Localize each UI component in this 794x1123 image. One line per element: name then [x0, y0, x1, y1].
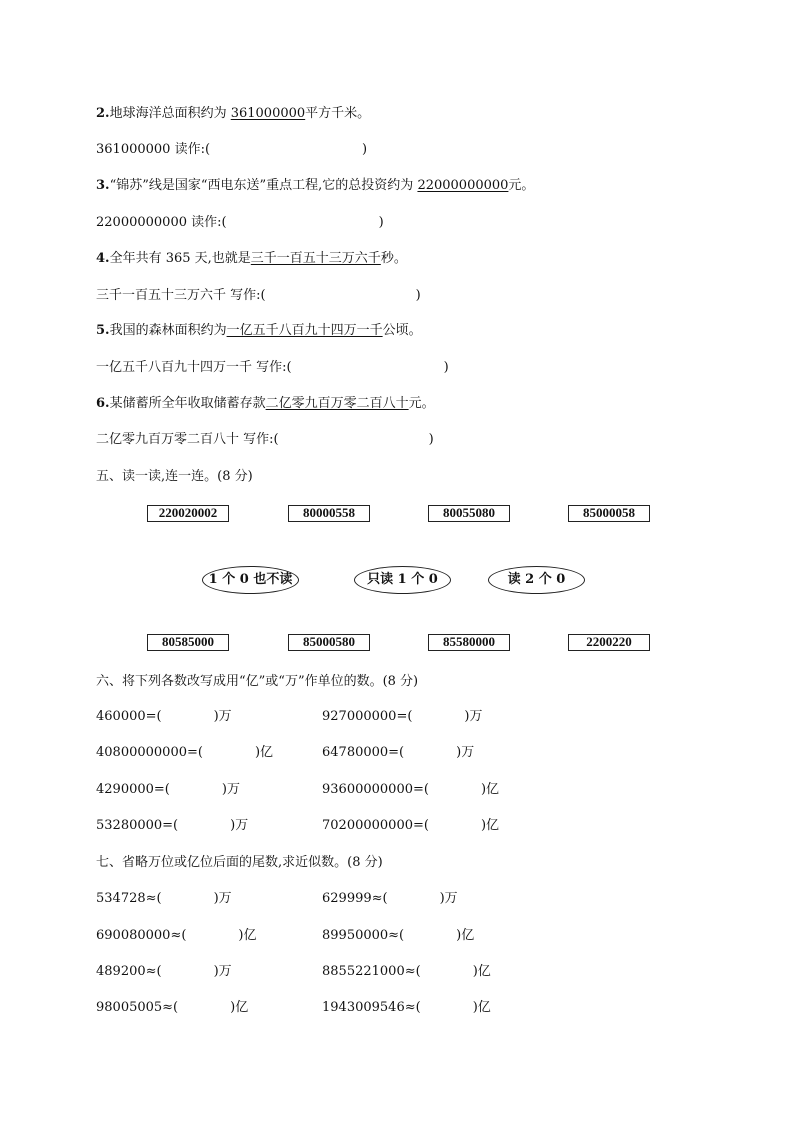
answer-line-4	[96, 288, 421, 304]
answer-close: )	[443, 360, 449, 375]
answer-close: )	[415, 288, 421, 303]
number-box-bottom-4[interactable]: 2200220	[568, 634, 650, 651]
exercise-unit: )亿	[480, 782, 500, 797]
question-number: 6.	[96, 396, 110, 411]
number-box-top-2[interactable]: 80000558	[288, 505, 370, 522]
exercise-prompt: 64780000=(	[322, 745, 405, 760]
exercise-unit: )亿	[254, 745, 274, 760]
number-box-bottom-1[interactable]: 80585000	[147, 634, 229, 651]
answer-line-2	[96, 142, 367, 158]
answer-close: )	[428, 432, 434, 447]
question-text-end: 元。	[508, 178, 535, 193]
exercise-prompt: 534728≈(	[96, 891, 162, 906]
exercise-7-8	[322, 1000, 491, 1016]
answer-line-3	[96, 215, 384, 231]
question-text: 地球海洋总面积约为	[109, 106, 231, 121]
answer-line-5	[96, 360, 449, 376]
exercise-unit: )亿	[472, 1000, 491, 1015]
exercise-prompt: 89950000≈(	[322, 928, 405, 943]
underlined-value: 361000000	[230, 106, 306, 121]
question-2	[96, 106, 370, 122]
exercise-7-3	[96, 928, 256, 944]
exercise-prompt: 40800000000=(	[96, 745, 203, 760]
answer-close: )	[378, 215, 384, 230]
number-box-top-3[interactable]: 80055080	[428, 505, 510, 522]
exercise-prompt: 1943009546≈(	[322, 1000, 421, 1015]
exercise-prompt: 98005005≈(	[96, 1000, 179, 1015]
exercise-prompt: 489200≈(	[96, 964, 162, 979]
answer-prompt: 22000000000 读作:(	[96, 215, 227, 230]
question-text-end: 平方千米。	[305, 106, 371, 121]
answer-prompt: 二亿零九百万零二百八十 写作:(	[96, 432, 279, 447]
exercise-6-5	[96, 782, 240, 798]
underlined-value: 一亿五千八百九十四万一千	[226, 323, 383, 338]
exercise-7-1	[96, 891, 232, 907]
exercise-unit: )亿	[238, 928, 257, 943]
exercise-7-2	[322, 891, 458, 907]
exercise-6-2	[322, 709, 482, 725]
exercise-unit: )万	[230, 818, 249, 833]
exercise-unit: )亿	[456, 928, 475, 943]
section-7-title: 七、省略万位或亿位后面的尾数,求近似数。(8 分)	[96, 855, 383, 870]
section-6-title: 六、将下列各数改写成用“亿”或“万”作单位的数。(8 分)	[96, 674, 419, 689]
number-box-bottom-2[interactable]: 85000580	[288, 634, 370, 651]
question-text-end: 秒。	[380, 251, 407, 266]
question-6	[96, 396, 435, 412]
question-text-end: 元。	[408, 396, 435, 411]
underlined-value: 二亿零九百万零二百八十	[265, 396, 409, 411]
exercise-prompt: 53280000=(	[96, 818, 179, 833]
question-number: 2.	[96, 106, 110, 121]
reading-oval-1[interactable]: 1 个 0 也不读	[202, 566, 299, 594]
exercise-6-6	[322, 782, 499, 798]
question-3	[96, 178, 534, 194]
exercise-unit: )万	[464, 709, 483, 724]
exercise-prompt: 70200000000=(	[322, 818, 429, 833]
exercise-unit: )万	[456, 745, 475, 760]
exercise-6-8	[322, 818, 499, 834]
exercise-prompt: 629999≈(	[322, 891, 388, 906]
exercise-unit: )亿	[480, 818, 500, 833]
reading-oval-2[interactable]: 只读 1 个 0	[354, 566, 451, 594]
exercise-prompt: 927000000=(	[322, 709, 413, 724]
exercise-7-7	[96, 1000, 248, 1016]
answer-prompt: 一亿五千八百九十四万一千 写作:(	[96, 360, 292, 375]
exercise-unit: )亿	[472, 964, 491, 979]
reading-oval-3[interactable]: 读 2 个 0	[488, 566, 585, 594]
question-text: 某储蓄所全年收取储蓄存款	[109, 396, 266, 411]
question-text-end: 公顷。	[382, 323, 422, 338]
exercise-prompt: 460000=(	[96, 709, 162, 724]
exercise-prompt: 690080000≈(	[96, 928, 187, 943]
exercise-unit: )万	[213, 709, 232, 724]
exercise-unit: )亿	[230, 1000, 249, 1015]
number-box-top-4[interactable]: 85000058	[568, 505, 650, 522]
exercise-7-5	[96, 964, 232, 980]
section-5-title: 五、读一读,连一连。(8 分)	[96, 469, 253, 484]
question-number: 5.	[96, 323, 110, 338]
exercise-7-6	[322, 964, 491, 980]
question-4	[96, 251, 407, 267]
question-text: 我国的森林面积约为	[109, 323, 227, 338]
answer-line-6	[96, 432, 434, 448]
exercise-unit: )万	[439, 891, 458, 906]
answer-prompt: 三千一百五十三万六千 写作:(	[96, 288, 266, 303]
question-text: “锦苏”线是国家“西电东送”重点工程,它的总投资约为	[109, 178, 418, 193]
question-text: 全年共有 365 天,也就是	[109, 251, 251, 266]
answer-prompt: 361000000 读作:(	[96, 142, 211, 157]
exercise-prompt: 8855221000≈(	[322, 964, 421, 979]
answer-close: )	[362, 142, 368, 157]
exercise-prompt: 4290000=(	[96, 782, 170, 797]
number-box-bottom-3[interactable]: 85580000	[428, 634, 510, 651]
underlined-value: 三千一百五十三万六千	[250, 251, 381, 266]
exercise-prompt: 93600000000=(	[322, 782, 429, 797]
question-5	[96, 323, 422, 339]
exercise-unit: )万	[213, 891, 232, 906]
exercise-7-4	[322, 928, 474, 944]
exercise-6-3	[96, 745, 273, 761]
exercise-6-7	[96, 818, 248, 834]
exercise-6-1	[96, 709, 232, 725]
exercise-unit: )万	[221, 782, 240, 797]
exercise-unit: )万	[213, 964, 232, 979]
question-number: 3.	[96, 178, 110, 193]
number-box-top-1[interactable]: 220020002	[147, 505, 229, 522]
question-number: 4.	[96, 251, 110, 266]
underlined-value: 22000000000	[417, 178, 509, 193]
exercise-6-4	[322, 745, 474, 761]
